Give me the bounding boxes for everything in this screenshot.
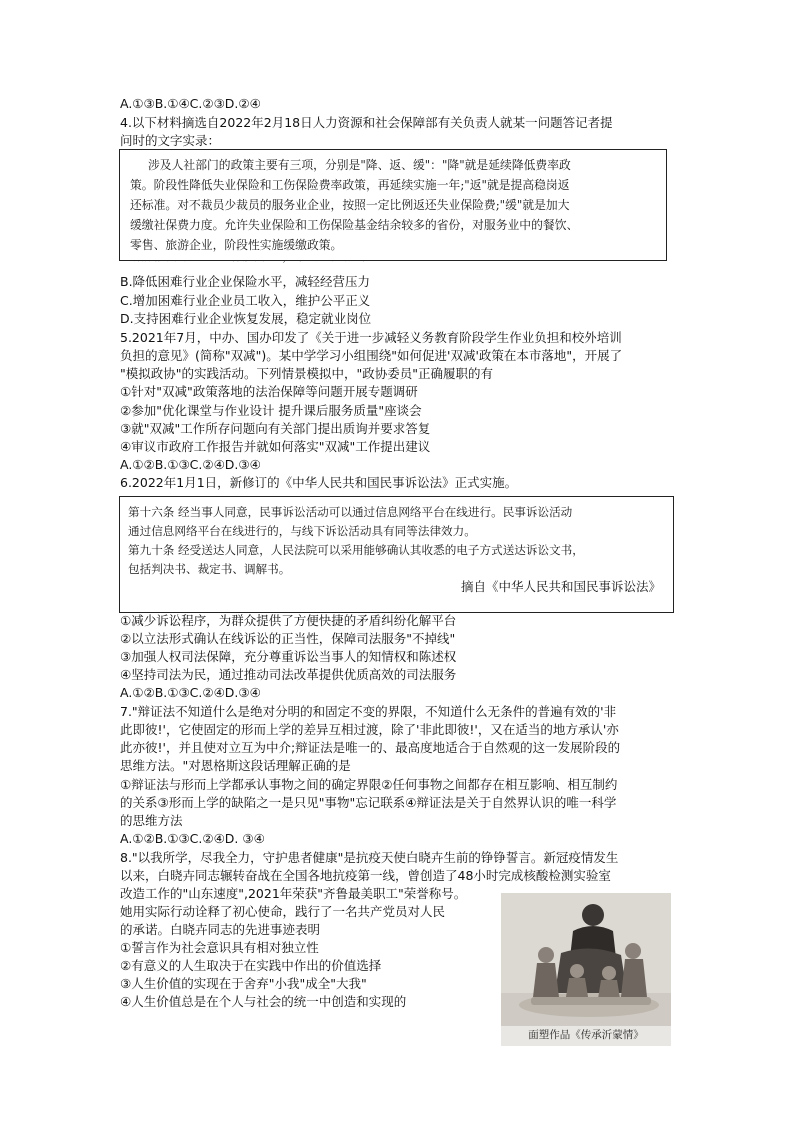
q7-stem-line4: 思维方法。"对恩格斯这段话理解正确的是 xyxy=(120,758,351,773)
q4-material-box xyxy=(119,149,667,261)
q8-stem-line1: 8."以我所学，尽我全力，守护患者健康"是抗疫天使白晓卉生前的铮铮誓言。新冠疫情发生 xyxy=(120,850,619,865)
q8-item-3: ③人生价值的实现在于舍弃"小我"成全"大我" xyxy=(120,976,367,991)
q4-option-d: D.支持困难行业企业恢复发展，稳定就业岗位 xyxy=(120,311,372,326)
q7-items-line1: ①辩证法与形而上学都承认事物之间的确定界限②任何事物之间都存在相互影响、相互制约 xyxy=(120,777,618,792)
q3-options: A.①③B.①④C.②③D.②④ xyxy=(120,96,261,111)
q6-law-excerpt-box xyxy=(119,496,674,613)
law-excerpt-line: 第九十条 经受送达人同意，人民法院可以采用能够确认其收悉的电子方式送达诉讼文书， xyxy=(128,543,584,557)
q8-stem-line4: 她用实际行动诠释了初心使命，践行了一名共产党员对人民 xyxy=(120,904,446,919)
dough-sculpture-photo xyxy=(501,893,671,1046)
q4-option-b: B.降低困难行业企业保险水平，减轻经营压力 xyxy=(120,274,371,289)
q6-stem: 6.2022年1月1日，新修订的《中华人民共和国民事诉讼法》正式实施。 xyxy=(120,475,518,490)
q8-item-1: ①誓言作为社会意识具有相对独立性 xyxy=(120,940,319,955)
q7-options: A.①②B.①③C.②④D. ③④ xyxy=(120,831,265,846)
q4-material-line: 涉及人社部门的政策主要有三项，分别是"降、返、缓"："降"就是延续降低费率政 xyxy=(148,158,571,172)
q5-item-1: ①针对"双减"政策落地的法治保障等问题开展专题调研 xyxy=(120,384,418,399)
law-excerpt-line: 第十六条 经当事人同意，民事诉讼活动可以通过信息网络平台在线进行。民事诉讼活动 xyxy=(128,505,573,519)
q4-stem-line2: 问时的文字实录： xyxy=(120,133,221,148)
law-excerpt-line: 通过信息网络平台在线进行的，与线下诉讼活动具有同等法律效力。 xyxy=(128,524,476,538)
q4-option-c: C.增加困难行业企业员工收入，维护公平正义 xyxy=(120,293,371,308)
law-excerpt-source: 摘自《中华人民共和国民事诉讼法》 xyxy=(460,579,661,594)
q8-stem-line2: 以来，白晓卉同志辗转奋战在全国各地抗疫第一线，曾创造了48小时完成核酸检测实验室 xyxy=(120,868,611,883)
q7-items-line3: 的思维方法 xyxy=(120,813,183,828)
q6-options: A.①②B.①③C.②④D.③④ xyxy=(120,685,261,700)
q6-item-4: ④坚持司法为民，通过推动司法改革提供优质高效的司法服务 xyxy=(120,667,457,682)
q4-material-line: 策。阶段性降低失业保险和工伤保险费率政策，再延续实施一年;"返"就是提高稳岗返 xyxy=(130,178,570,192)
q5-item-2: ②参加"优化课堂与作业设计 提升课后服务质量"座谈会 xyxy=(120,403,422,418)
q5-stem-line3: "模拟政协"的实践活动。下列情景模拟中，"政协委员"正确履职的有 xyxy=(120,366,493,381)
q4-material-line: 零售、旅游企业，阶段性实施缓缴政策。 xyxy=(130,238,343,252)
q5-item-4: ④审议市政府工作报告并就如何落实"双减"工作提出建议 xyxy=(120,439,431,454)
q8-item-4: ④人生价值总是在个人与社会的统一中创造和实现的 xyxy=(120,994,407,1009)
q8-item-2: ②有意义的人生取决于在实践中作出的价值选择 xyxy=(120,958,382,973)
photo-caption: 面塑作品《传承沂蒙情》 xyxy=(528,1029,644,1041)
law-excerpt-line: 包括判决书、裁定书、调解书。 xyxy=(128,562,291,576)
q5-item-3: ③就"双减"工作所存问题向有关部门提出质询并要求答复 xyxy=(120,421,431,436)
q4-material-line: 缓缴社保费力度。允许失业保险和工伤保险基金结余较多的省份，对服务业中的餐饮、 xyxy=(130,218,579,232)
q5-stem-line2: 负担的意见》(简称"双减")。某中学学习小组围绕"如何促进'双减'政策在本市落地"，开展了 xyxy=(120,348,623,363)
q6-item-3: ③加强人权司法保障，充分尊重诉讼当事人的知情权和陈述权 xyxy=(120,649,457,664)
q8-stem-line3: 改造工作的"山东速度",2021年荣获"齐鲁最美职工"荣誉称号。 xyxy=(120,886,467,901)
q4-material-line: 还标准。对不裁员少裁员的服务业企业，按照一定比例返还失业保险费;"缓"就是加大 xyxy=(130,198,570,212)
q7-stem-line2: 此即彼!'，它使固定的形而上学的差异互相过渡，除了'非此即彼!'，又在适当的地方承认'亦 xyxy=(120,722,619,737)
q5-options: A.①②B.①③C.②④D.③④ xyxy=(120,457,261,472)
q5-stem-line1: 5.2021年7月，中办、国办印发了《关于进一步减轻义务教育阶段学生作业负担和校外培训 xyxy=(120,330,622,345)
q8-stem-line5: 的承诺。白晓卉同志的先进事迹表明 xyxy=(120,922,321,937)
q4-stem-line1: 4.以下材料摘选自2022年2月18日人力资源和社会保障部有关负责人就某一问题答记者提 xyxy=(120,115,613,130)
q7-stem-line3: 此亦彼!'，并且使对立互为中介;辩证法是唯一的、最高度地适合于自然观的这一发展阶段的 xyxy=(120,740,621,755)
q6-item-2: ②以立法形式确认在线诉讼的正当性，保障司法服务"不掉线" xyxy=(120,631,456,646)
q7-stem-line1: 7."辩证法不知道什么是绝对分明的和固定不变的界限，不知道什么无条件的普遍有效的'非 xyxy=(120,704,617,719)
dough-sculpture-image xyxy=(501,893,671,1026)
q7-items-line2: 的关系③形而上学的缺陷之一是只见"事物"忘记联系④辩证法是关于自然界认识的唯一科学 xyxy=(120,795,617,810)
q6-item-1: ①减少诉讼程序，为群众提供了方便快捷的矛盾纠纷化解平台 xyxy=(120,613,457,628)
